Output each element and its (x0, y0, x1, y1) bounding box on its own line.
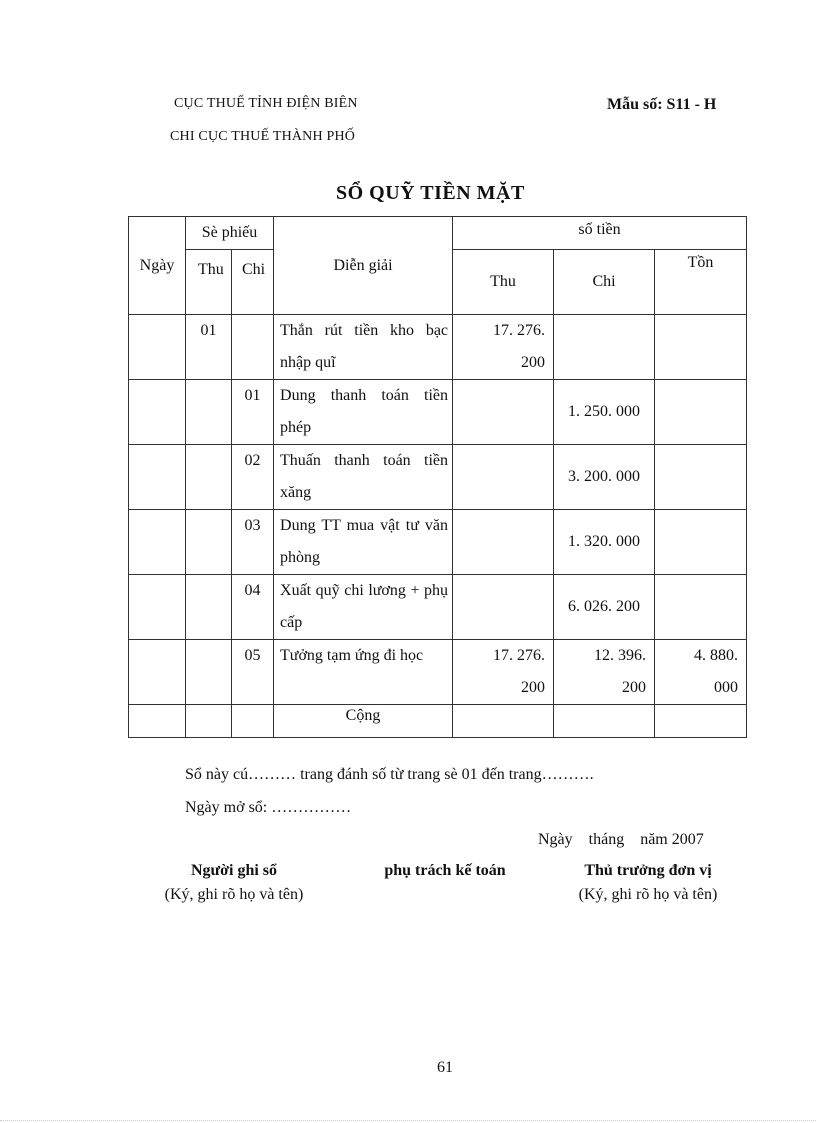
table-row (129, 445, 747, 510)
row-voucher-in (186, 640, 232, 705)
table-row (129, 510, 747, 575)
row-amount-out: 6. 026. 200 (554, 575, 655, 640)
header-amount-out: Chi (554, 250, 655, 315)
row-amount-out (554, 315, 655, 380)
row-voucher-out: 03 (232, 510, 274, 575)
row-amount-out: 12. 396. 200 (554, 640, 655, 705)
document-title: SỔ QUỸ TIỀN MẶT (336, 182, 525, 204)
page-bottom-rule (0, 1120, 816, 1121)
header-amount: số tiền (453, 217, 747, 250)
table-row (129, 640, 747, 705)
row-amount-in (453, 445, 554, 510)
row-voucher-out (232, 315, 274, 380)
row-balance: 4. 880. 000 (655, 640, 747, 705)
signature-recorder-subtitle: (Ký, ghi rõ họ và tên) (164, 886, 304, 903)
row-description: Thuấn thanh toán tiền xăng (274, 445, 453, 510)
page-count-note: Sổ này cú……… trang đánh số từ trang sè 01 đến trang………. (185, 766, 594, 783)
row-date (129, 510, 186, 575)
row-balance (655, 380, 747, 445)
row-amount-in: 17. 276. 200 (453, 640, 554, 705)
signature-head-subtitle: (Ký, ghi rõ họ và tên) (578, 886, 718, 903)
row-date (129, 640, 186, 705)
total-row (129, 705, 747, 738)
header-voucher-in: Thu (186, 250, 232, 315)
header-description: Diễn giải (274, 217, 453, 315)
row-description: Dung TT mua vật tư văn phòng (274, 510, 453, 575)
row-voucher-out: 01 (232, 380, 274, 445)
row-date (129, 575, 186, 640)
header-date: Ngày (129, 217, 186, 315)
row-balance (655, 575, 747, 640)
agency-name: CỤC THUẾ TỈNH ĐIỆN BIÊN (174, 96, 358, 111)
table-row (129, 380, 747, 445)
header-balance: Tồn (655, 250, 747, 315)
row-voucher-out: 05 (232, 640, 274, 705)
page-number: 61 (437, 1059, 453, 1076)
form-number: Mẫu số: S11 - H (607, 96, 717, 113)
header-voucher-out: Chi (232, 250, 274, 315)
row-date (129, 380, 186, 445)
row-voucher-out: 04 (232, 575, 274, 640)
row-voucher-in: 01 (186, 315, 232, 380)
row-amount-in (453, 380, 554, 445)
row-amount-in (453, 575, 554, 640)
open-date-note: Ngày mở sổ: …………… (185, 799, 352, 816)
row-amount-out: 1. 320. 000 (554, 510, 655, 575)
row-description: Tưởng tạm ứng đi học (274, 640, 453, 705)
total-label: Cộng (274, 705, 453, 738)
signature-accountant-title: phụ trách kế toán (384, 862, 506, 879)
signing-date: Ngày tháng năm 2007 (538, 831, 704, 848)
row-description: Dung thanh toán tiền phép (274, 380, 453, 445)
row-amount-in (453, 510, 554, 575)
row-voucher-in (186, 575, 232, 640)
row-voucher-out: 02 (232, 445, 274, 510)
table-row (129, 575, 747, 640)
row-description: Xuất quỹ chi lương + phụ cấp (274, 575, 453, 640)
row-balance (655, 510, 747, 575)
cash-ledger-table (128, 216, 747, 738)
signature-head-title: Thủ trưởng đơn vị (584, 862, 712, 879)
row-voucher-in (186, 510, 232, 575)
row-date (129, 445, 186, 510)
signature-recorder-title: Người ghi sổ (190, 862, 278, 879)
header-amount-in: Thu (453, 250, 554, 315)
row-voucher-in (186, 380, 232, 445)
header-voucher-number: Sè phiếu (186, 217, 274, 250)
sub-agency-name: CHI CỤC THUẾ THÀNH PHỐ (170, 129, 356, 144)
row-amount-out: 3. 200. 000 (554, 445, 655, 510)
row-amount-out: 1. 250. 000 (554, 380, 655, 445)
table-row (129, 315, 747, 380)
row-balance (655, 445, 747, 510)
row-balance (655, 315, 747, 380)
row-date (129, 315, 186, 380)
row-description: Thắn rút tiền kho bạc nhập quĩ (274, 315, 453, 380)
row-voucher-in (186, 445, 232, 510)
row-amount-in: 17. 276. 200 (453, 315, 554, 380)
